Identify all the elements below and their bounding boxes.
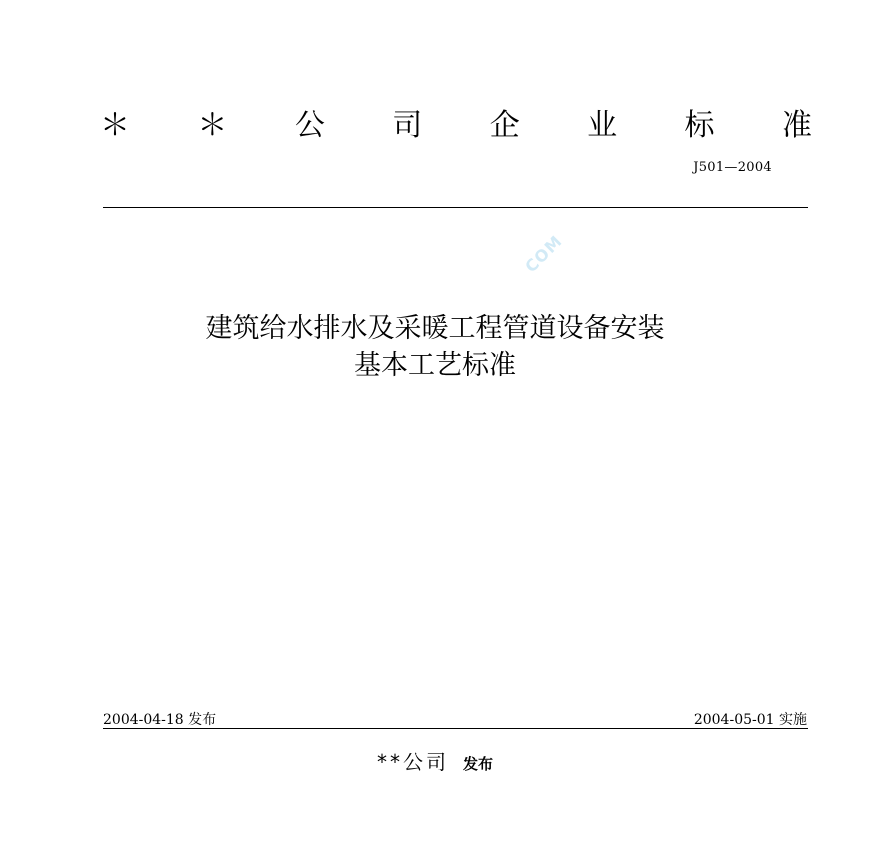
publisher-line [0,746,870,775]
header-title-char: 业 [587,108,618,143]
standard-code: J501—2004 [693,160,772,175]
publisher-action: 发布 [462,755,493,773]
document-title [0,310,870,384]
header-title-char: 标 [684,108,715,143]
document-title-line-2: 基本工艺标准 [354,350,516,381]
header-title-char: 企 [489,108,520,143]
issue-date: 2004-04-18 发布 [103,712,217,728]
standard-header-title [100,100,812,152]
implementation-date: 2004-05-01 实施 [693,712,807,728]
header-title-char: 司 [392,108,423,143]
top-divider [103,207,808,208]
header-title-char: ＊ [100,108,130,143]
document-title-line-1: 建筑给水排水及采暖工程管道设备安装 [205,313,665,344]
header-title-char: 公 [294,108,325,143]
header-title-char: ＊ [197,108,228,143]
publisher-company: **公司 [376,750,449,774]
bottom-divider [103,728,808,729]
header-title-char: 准 [781,108,812,143]
watermark: COM [521,231,567,277]
